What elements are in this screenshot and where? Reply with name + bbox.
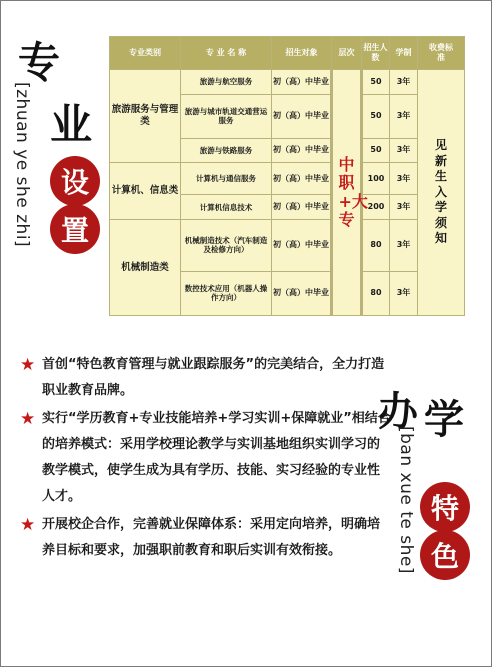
category-cell: 机械制造类 [110, 220, 181, 316]
years-cell: 3年 [390, 70, 418, 95]
years-cell: 3年 [390, 94, 418, 138]
col-header-target: 招生对象 [272, 37, 332, 70]
target-cell: 初（高）中毕业 [272, 220, 332, 272]
heading-circle-she: 设 [50, 156, 100, 206]
heading-circle-se: 色 [420, 530, 470, 580]
major-name-cell: 旅游与铁路服务 [181, 138, 272, 163]
count-cell: 80 [362, 220, 390, 272]
col-header-category: 专业类别 [110, 37, 181, 70]
features-list [20, 352, 392, 566]
level-cell: 中职+大专 [332, 70, 362, 316]
category-cell: 计算机、信息类 [110, 163, 181, 220]
heading-major-setup [10, 30, 100, 270]
heading-char-ban: 办 [378, 388, 418, 435]
feature-text: 首创“特色教育管理与就业跟踪服务”的完美结合，全力打造职业教育品牌。 [42, 357, 385, 398]
list-item [20, 352, 392, 404]
count-cell: 50 [362, 94, 390, 138]
feature-text: 开展校企合作，完善就业保障体系：采用定向培养，明确培养目标和要求，加强职前教育和职后实训有效衔接。 [42, 517, 381, 558]
target-cell: 初（高）中毕业 [272, 94, 332, 138]
feature-text: 实行“学历教育+专业技能培养+学习实训+保障就业”相结合的培养模式：采用学校理论教学与实训基地组织实训学习的教学模式，使学生成为具有学历、技能、实习经验的专业性人才。 [42, 411, 391, 504]
table-row [110, 163, 465, 195]
major-name-cell: 机械制造技术（汽车制造及检修方向） [181, 220, 272, 272]
table-row [110, 70, 465, 95]
years-cell: 3年 [390, 138, 418, 163]
heading-char-zhuan: 专 [18, 38, 61, 87]
years-cell: 3年 [390, 271, 418, 315]
target-cell: 初（高）中毕业 [272, 271, 332, 315]
target-cell: 初（高）中毕业 [272, 163, 332, 195]
table-header-row [110, 37, 465, 70]
heading-char-xue: 学 [424, 396, 464, 443]
red-star-icon: ★ [20, 515, 36, 535]
major-name-cell: 数控技术应用（机器人操作方向） [181, 271, 272, 315]
heading-circle-zhi: 置 [50, 204, 100, 254]
heading-char-ye: 业 [50, 100, 93, 149]
col-header-count: 招生人数 [362, 37, 390, 70]
major-name-cell: 旅游与航空服务 [181, 70, 272, 95]
table-row [110, 220, 465, 272]
col-header-level: 层次 [332, 37, 362, 70]
target-cell: 初（高）中毕业 [272, 195, 332, 220]
major-name-cell: 计算机与通信服务 [181, 163, 272, 195]
heading-circle-te: 特 [420, 482, 470, 532]
col-header-years: 学制 [390, 37, 418, 70]
heading-pinyin: [zhuan ye she zhi] [12, 82, 32, 248]
heading-pinyin: [ban xue te she] [396, 426, 416, 574]
count-cell: 50 [362, 70, 390, 95]
heading-school-features [378, 380, 488, 590]
red-star-icon: ★ [20, 409, 36, 429]
target-cell: 初（高）中毕业 [272, 138, 332, 163]
col-header-name: 专 业 名 称 [181, 37, 272, 70]
count-cell: 80 [362, 271, 390, 315]
major-name-cell: 计算机信息技术 [181, 195, 272, 220]
col-header-fee: 收费标准 [418, 37, 465, 70]
majors-table [109, 36, 465, 316]
list-item [20, 406, 392, 510]
count-cell: 200 [362, 195, 390, 220]
years-cell: 3年 [390, 220, 418, 272]
category-cell: 旅游服务与管理类 [110, 70, 181, 163]
major-name-cell: 旅游与城市轨道交通营运服务 [181, 94, 272, 138]
red-star-icon: ★ [20, 355, 36, 375]
list-item [20, 512, 392, 564]
years-cell: 3年 [390, 195, 418, 220]
years-cell: 3年 [390, 163, 418, 195]
count-cell: 100 [362, 163, 390, 195]
fee-note-cell: 见新生入学须知 [418, 70, 465, 316]
count-cell: 50 [362, 138, 390, 163]
target-cell: 初（高）中毕业 [272, 70, 332, 95]
